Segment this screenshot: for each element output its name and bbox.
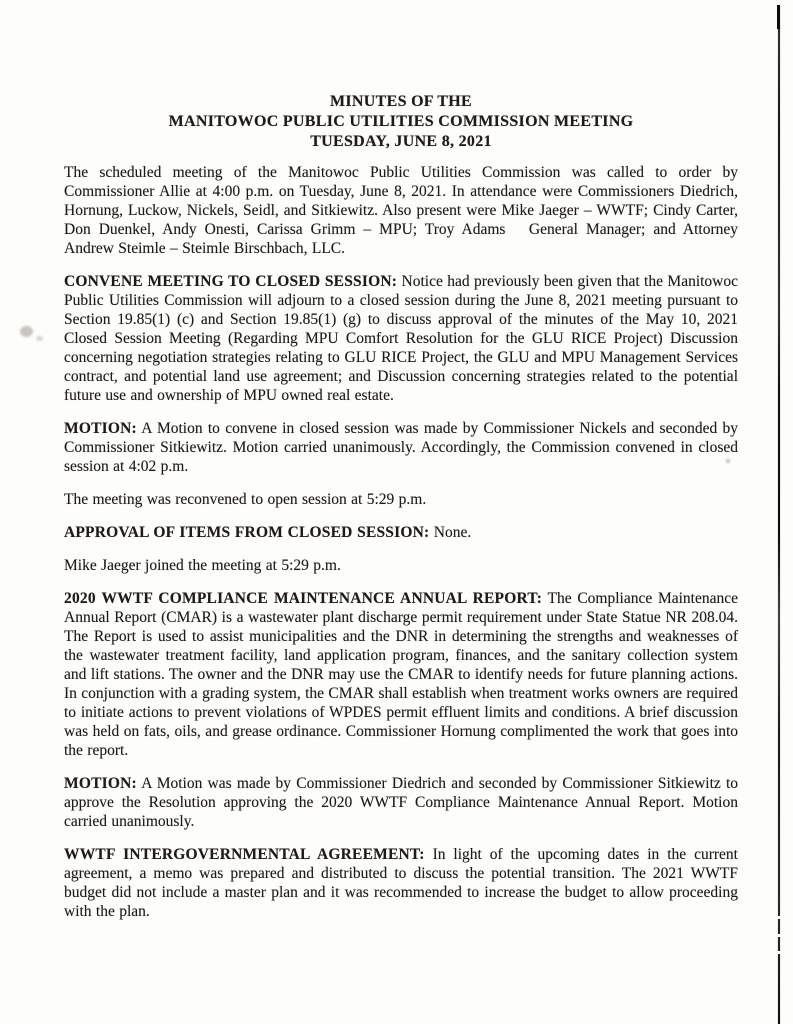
paragraph-lead: MOTION: (64, 775, 137, 792)
paragraph-text: The meeting was reconvened to open session at 5:29 p.m. (64, 491, 427, 508)
title-line-2: MANITOWOC PUBLIC UTILITIES COMMISSION MEETING (168, 113, 634, 130)
paragraph-motion-convene (64, 419, 738, 476)
paragraph-text: A Motion to convene in closed session was made by Commissioner Nickels and seconded by Commissioner Sitkiewitz. Motion carried unanimously. Accordingly, the Commission convened in closed session at 4:02 p.m. (64, 420, 738, 475)
paragraph-jaeger-joined (64, 556, 738, 575)
scan-line-gap-artifact (777, 934, 781, 937)
paragraph-reconvened (64, 490, 738, 509)
paragraph-intro (64, 163, 738, 258)
paragraph-text: Mike Jaeger joined the meeting at 5:29 p.m. (64, 557, 341, 574)
paragraph-text: A Motion was made by Commissioner Diedrich and seconded by Commissioner Sitkiewitz to approve the Resolution approving the 2020 WWTF Compliance Maintenance Annual Report. Motion carried unanimously. (64, 775, 738, 830)
document-title (64, 92, 738, 152)
title-line-1: MINUTES OF THE (329, 93, 472, 110)
scan-speck-artifact (20, 326, 33, 337)
scan-line-gap-artifact (777, 951, 781, 954)
paragraph-text: Notice had previously been given that the Manitowoc Public Utilities Commission will adjourn to a closed session during the June 8, 2021 meeting pursuant to Section 19.85(1) (c) and Section 19.85(1) (g) to discuss approval of the minutes of the May 10, 2021 Closed Session Meeting (Regarding MPU Comfort Resolution for the GLU RICE Project) Discussion concerning negotiation strategies relating to GLU RICE Project, the GLU and MPU Management Services contract, and potential land use agreement; and Discussion concerning strategies related to the potential future use and ownership of MPU owned real estate. (64, 273, 739, 404)
paragraph-lead: APPROVAL OF ITEMS FROM CLOSED SESSION: (64, 524, 430, 541)
paragraph-lead: 2020 WWTF COMPLIANCE MAINTENANCE ANNUAL REPORT: (64, 590, 543, 607)
paragraph-lead: MOTION: (64, 420, 137, 437)
title-line-3: TUESDAY, JUNE 8, 2021 (310, 133, 492, 150)
scan-speck-artifact (36, 336, 43, 341)
scan-line-gap-artifact (777, 916, 781, 919)
paragraph-approval-closed-session (64, 523, 738, 542)
document-body (64, 92, 738, 935)
paragraph-motion-cmar (64, 774, 738, 831)
scan-edge-tick-artifact (777, 5, 780, 29)
paragraph-text: In light of the upcoming dates in the current agreement, a memo was prepared and distributed to discuss the potential transition. The 2021 WWTF budget did not include a master plan and it was recommended to increase the budget to allow proceeding with the plan. (64, 846, 738, 920)
scan-speck-artifact (726, 459, 730, 463)
paragraph-text: None. (429, 524, 472, 541)
paragraph-intergovernmental-agreement (64, 845, 738, 921)
scan-edge-line-artifact (778, 5, 780, 1024)
paragraph-text: The scheduled meeting of the Manitowoc Public Utilities Commission was called to order by Commissioner Allie at 4:00 p.m. on Tuesday, June 8, 2021. In attendance were Commissioners Diedrich, Hornung, Luckow, Nickels, Seidl, and Sitkiewitz. Also present were Mike Jaeger – WWTF; Cindy Carter, Don Duenkel, Andy Onesti, Carissa Grimm – MPU; Troy Adams General Manager; and Attorney Andrew Steimle – Steimle Birschbach, LLC. (64, 164, 738, 257)
paragraph-lead: WWTF INTERGOVERNMENTAL AGREEMENT: (64, 846, 425, 863)
paragraph-cmar-report (64, 589, 738, 760)
paragraph-convene-closed-session (64, 272, 738, 405)
paragraph-lead: CONVENE MEETING TO CLOSED SESSION: (64, 273, 398, 290)
paragraph-text: The Compliance Maintenance Annual Report (CMAR) is a wastewater plant discharge permit requirement under State Statue NR 208.04. The Report is used to assist municipalities and the DNR in determining the strengths and weaknesses of the wastewater treatment facility, land application program, finances, and the sanitary collection system and lift stations. The owner and the DNR may use the CMAR to identify needs for future planning actions. In conjunction with a grading system, the CMAR shall establish when treatment works owners are required to initiate actions to prevent violations of WPDES permit effluent limits and conditions. A brief discussion was held on fats, oils, and grease ordinance. Commissioner Hornung complimented the work that goes into the report. (64, 590, 738, 759)
